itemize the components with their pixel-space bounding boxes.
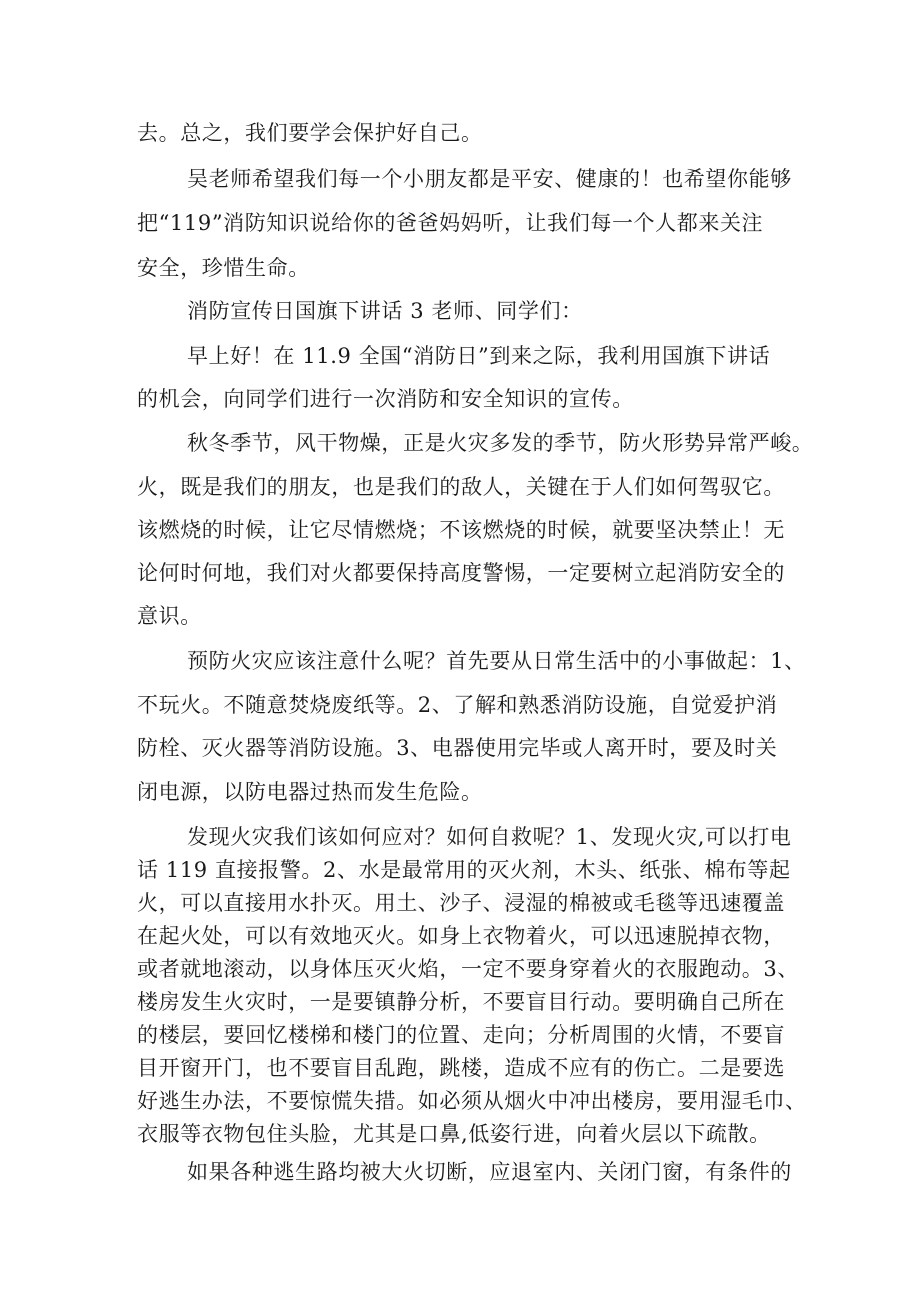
text-line: 目开窗开门，也不要盲目乱跑，跳楼，造成不应有的伤亡。二是要选 [137, 1056, 785, 1080]
text-line: 秋冬季节，风干物燥，正是火灾多发的季节，防火形势异常严峻。 [187, 431, 814, 455]
text-line: 意识。 [137, 604, 202, 628]
text-line: 预防火灾应该注意什么呢？首先要从日常生活中的小事做起：1、 [187, 649, 806, 673]
text-line: 不玩火。不随意焚烧废纸等。2、了解和熟悉消防设施，自觉爱护消 [137, 693, 778, 717]
text-line: 防栓、灭火器等消防设施。3、电器使用完毕或人离开时，要及时关 [137, 736, 778, 760]
text-line: 吴老师希望我们每一个小朋友都是平安、健康的！也希望你能够 [187, 167, 792, 191]
text-line: 安全，珍惜生命。 [137, 256, 310, 280]
text-line: 论何时何地，我们对火都要保持高度警惕，一定要树立起消防安全的 [137, 561, 785, 585]
text-line: 早上好！在 11.9 全国“消防日”到来之际，我利用国旗下讲话 [187, 344, 771, 368]
text-line: 楼房发生火灾时，一是要镇静分析，不要盲目行动。要明确自己所在 [137, 990, 785, 1014]
text-line: 衣服等衣物包住头脸，尤其是口鼻,低姿行进，向着火层以下疏散。 [137, 1122, 771, 1146]
text-line: 消防宣传日国旗下讲话 3 老师、同学们： [187, 299, 583, 323]
text-line: 该燃烧的时候，让它尽情燃烧；不该燃烧的时候，就要坚决禁止！无 [137, 518, 785, 542]
text-line: 把“119”消防知识说给你的爸爸妈妈听，让我们每一个人都来关注 [137, 211, 764, 235]
text-line: 或者就地滚动，以身体压灭火焰，一定不要身穿着火的衣服跑动。3、 [137, 957, 799, 981]
text-line: 火，既是我们的朋友，也是我们的敌人，关键在于人们如何驾驭它。 [137, 475, 785, 499]
text-line: 闭电源，以防电器过热而发生危险。 [137, 780, 483, 804]
text-line: 在起火处，可以有效地灭火。如身上衣物着火，可以迅速脱掉衣物， [137, 924, 785, 948]
text-line: 发现火灾我们该如何应对？如何自救呢？1、发现火灾,可以打电 [187, 825, 792, 849]
text-line: 的机会，向同学们进行一次消防和安全知识的宣传。 [137, 387, 634, 411]
text-line: 好逃生办法，不要惊慌失措。如必须从烟火中冲出楼房，要用湿毛巾、 [137, 1089, 807, 1113]
text-line: 去。总之，我们要学会保护好自己。 [137, 121, 483, 145]
text-line: 如果各种逃生路均被大火切断，应退室内、关闭门窗，有条件的 [187, 1160, 792, 1184]
text-line: 火，可以直接用水扑灭。用土、沙子、浸湿的棉被或毛毯等迅速覆盖 [137, 891, 785, 915]
text-line: 的楼层，要回忆楼梯和楼门的位置、走向；分析周围的火情，不要盲 [137, 1023, 785, 1047]
text-line: 话 119 直接报警。2、水是最常用的灭火剂，木头、纸张、棉布等起 [137, 858, 791, 882]
